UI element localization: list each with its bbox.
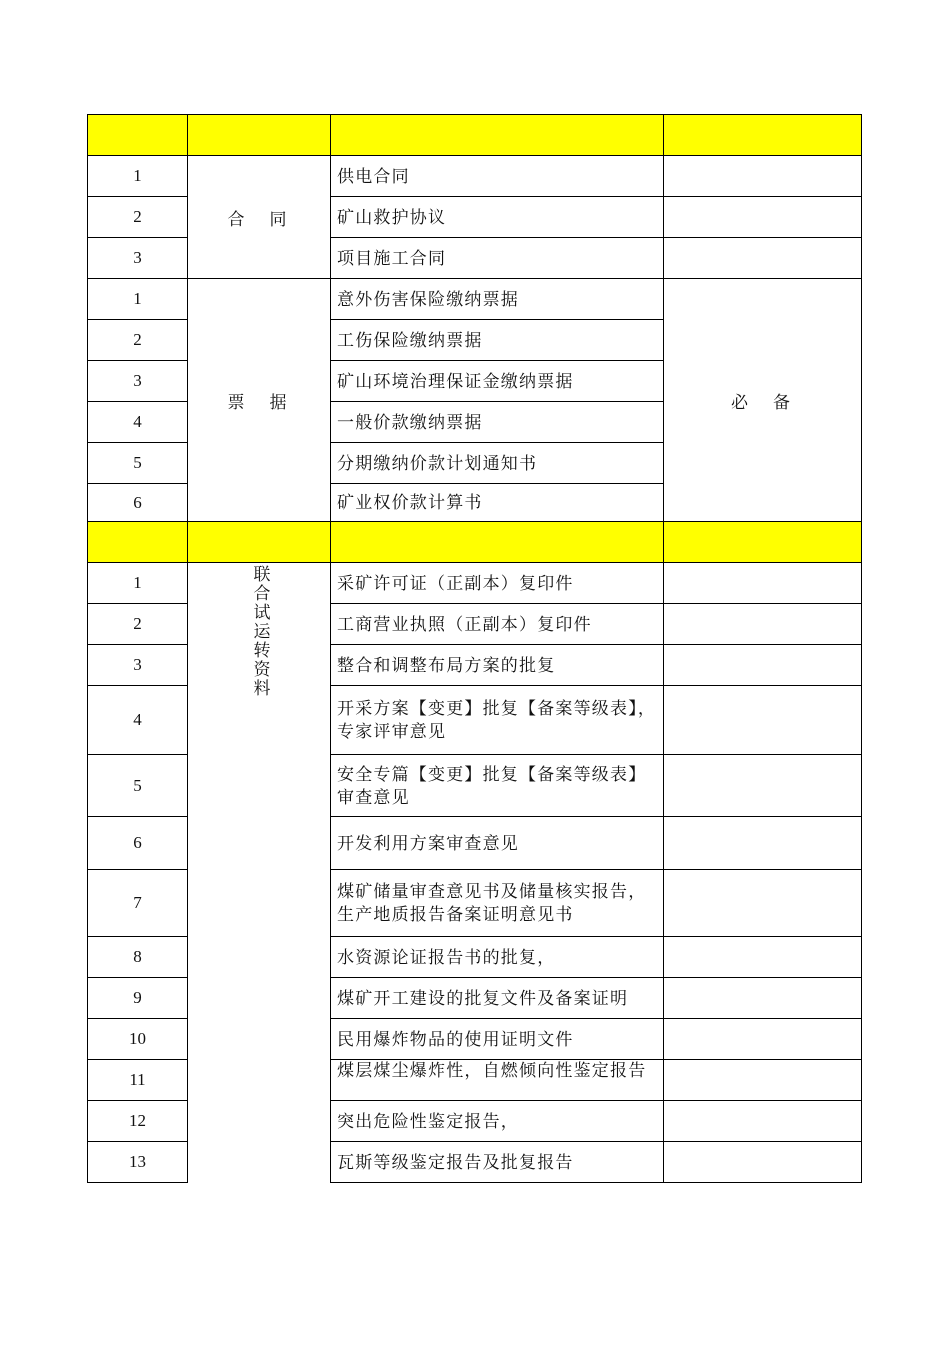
remark-cell: 必 备 [663,278,862,522]
remark-cell [663,562,862,604]
item-name: 突出危险性鉴定报告， [330,1100,664,1142]
row-number: 4 [87,685,188,755]
item-name: 工伤保险缴纳票据 [330,319,664,361]
item-name: 开发利用方案审查意见 [330,816,664,870]
row-number: 1 [87,155,188,197]
remark-cell [663,977,862,1019]
category-cell: 票 据 [187,278,331,522]
remark-cell [663,1018,862,1060]
row-number: 13 [87,1141,188,1183]
row-number: 5 [87,754,188,817]
item-name: 整合和调整布局方案的批复 [330,644,664,686]
header-cell-remark [663,521,862,563]
item-name: 工商营业执照（正副本）复印件 [330,603,664,645]
item-name: 煤层煤尘爆炸性，自燃倾向性鉴定报告 [330,1059,664,1101]
row-number: 3 [87,644,188,686]
item-name: 瓦斯等级鉴定报告及批复报告 [330,1141,664,1183]
item-name: 项目施工合同 [330,237,664,279]
row-number: 6 [87,483,188,522]
row-number: 2 [87,603,188,645]
remark-cell [663,816,862,870]
remark-cell [663,603,862,645]
header-cell-no [87,114,188,156]
item-name: 民用爆炸物品的使用证明文件 [330,1018,664,1060]
remark-cell [663,196,862,238]
item-name: 矿山环境治理保证金缴纳票据 [330,360,664,402]
item-name: 安全专篇【变更】批复【备案等级表】审查意见 [330,754,664,817]
row-number: 12 [87,1100,188,1142]
header-cell-no [87,521,188,563]
row-number: 7 [87,869,188,937]
category-cell: 合 同 [187,155,331,279]
row-number: 1 [87,562,188,604]
item-name: 一般价款缴纳票据 [330,401,664,443]
remark-cell [663,1059,862,1101]
item-name: 矿业权价款计算书 [330,483,664,522]
remark-cell [663,936,862,978]
remark-cell [663,869,862,937]
remark-cell [663,1100,862,1142]
remark-cell [663,237,862,279]
header-cell-category [187,114,331,156]
row-number: 2 [87,196,188,238]
header-cell-name [330,114,664,156]
item-name: 意外伤害保险缴纳票据 [330,278,664,320]
remark-cell [663,644,862,686]
item-name: 开采方案【变更】批复【备案等级表】，专家评审意见 [330,685,664,755]
item-name: 供电合同 [330,155,664,197]
item-name: 煤矿储量审查意见书及储量核实报告，生产地质报告备案证明意见书 [330,869,664,937]
row-number: 6 [87,816,188,870]
row-number: 4 [87,401,188,443]
remark-cell [663,685,862,755]
category-vertical-label: 联合试运转资料 [249,565,270,698]
row-number: 11 [87,1059,188,1101]
header-cell-category [187,521,331,563]
row-number: 3 [87,360,188,402]
row-number: 1 [87,278,188,320]
row-number: 3 [87,237,188,279]
remark-cell [663,754,862,817]
row-number: 5 [87,442,188,484]
item-name: 分期缴纳价款计划通知书 [330,442,664,484]
header-cell-name [330,521,664,563]
item-name: 煤矿开工建设的批复文件及备案证明 [330,977,664,1019]
row-number: 10 [87,1018,188,1060]
remark-cell [663,1141,862,1183]
row-number: 9 [87,977,188,1019]
item-name: 水资源论证报告书的批复， [330,936,664,978]
row-number: 2 [87,319,188,361]
header-cell-remark [663,114,862,156]
item-name: 采矿许可证（正副本）复印件 [330,562,664,604]
remark-cell [663,155,862,197]
item-name: 矿山救护协议 [330,196,664,238]
row-number: 8 [87,936,188,978]
